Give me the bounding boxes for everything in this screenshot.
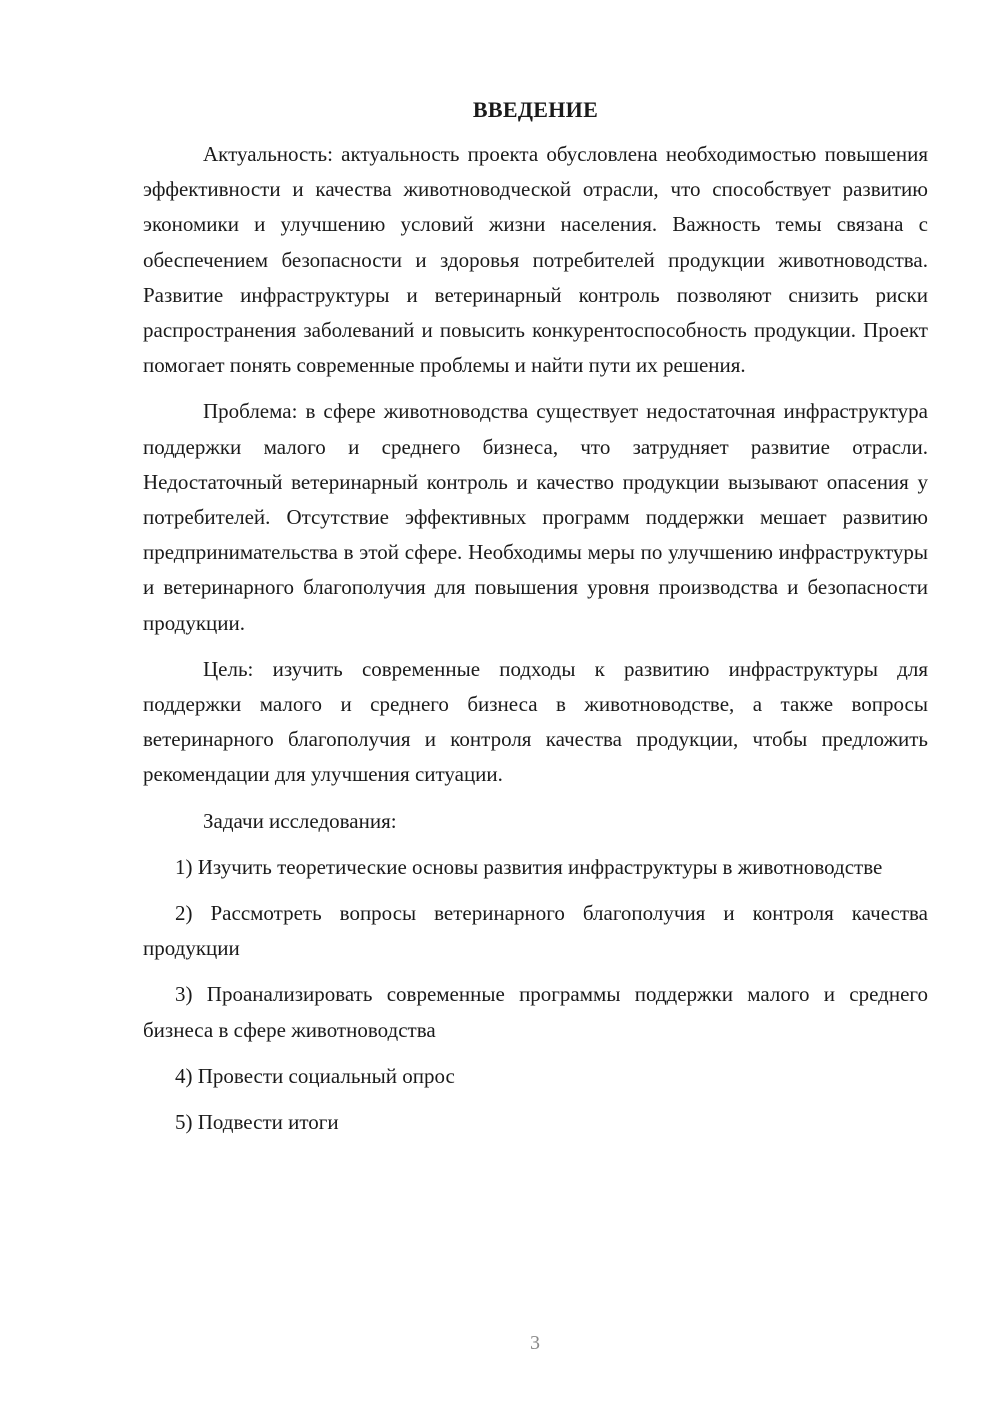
task-item-1: 1) Изучить теоретические основы развития инфраструктуры в животноводстве — [175, 854, 883, 879]
paragraph-problem: Проблема: в сфере животноводства существует недостаточная инфраструктура поддержки малого и среднего бизнеса, что затрудняет развитие отрасли. Недостаточный ветеринарный контроль и качество продукции вызывают опасения у потребителей. Отсутствие эффективных программ поддержки мешает развитию предпринимательства в этой сфере. Необходимы меры по улучшению инфраструктуры и ветеринарного благополучия для повышения уровня производства и безопасности продукции. — [143, 399, 928, 635]
document-page — [143, 95, 928, 1151]
tasks-heading: Задачи исследования: — [203, 808, 397, 833]
paragraph-relevance: Актуальность: актуальность проекта обусловлена необходимостью повышения эффективности и качества животноводческой отрасли, что способствует развитию экономики и улучшению условий жизни населения. Важность темы связана с обеспечением безопасности и здоровья потребителей продукции животноводства. Развитие инфраструктуры и ветеринарный контроль позволяют снизить риски распространения заболеваний и повысить конкурентоспособность продукции. Проект помогает понять современные проблемы и найти пути их решения. — [143, 142, 928, 378]
page-title: ВВЕДЕНИЕ — [472, 97, 599, 122]
task-item-5: 5) Подвести итоги — [175, 1110, 339, 1135]
page-number: 3 — [530, 1332, 540, 1354]
task-item-3: 3) Проанализировать современные программы поддержки малого и среднего бизнеса в сфере животноводства — [143, 982, 928, 1042]
task-item-2: 2) Рассмотреть вопросы ветеринарного благополучия и контроля качества продукции — [143, 901, 928, 961]
task-item-4: 4) Провести социальный опрос — [175, 1063, 455, 1088]
paragraph-goal: Цель: изучить современные подходы к развитию инфраструктуры для поддержки малого и среднего бизнеса в животноводстве, а также вопросы ветеринарного благополучия и контроля качества продукции, чтобы предложить рекомендации для улучшения ситуации. — [143, 656, 928, 787]
